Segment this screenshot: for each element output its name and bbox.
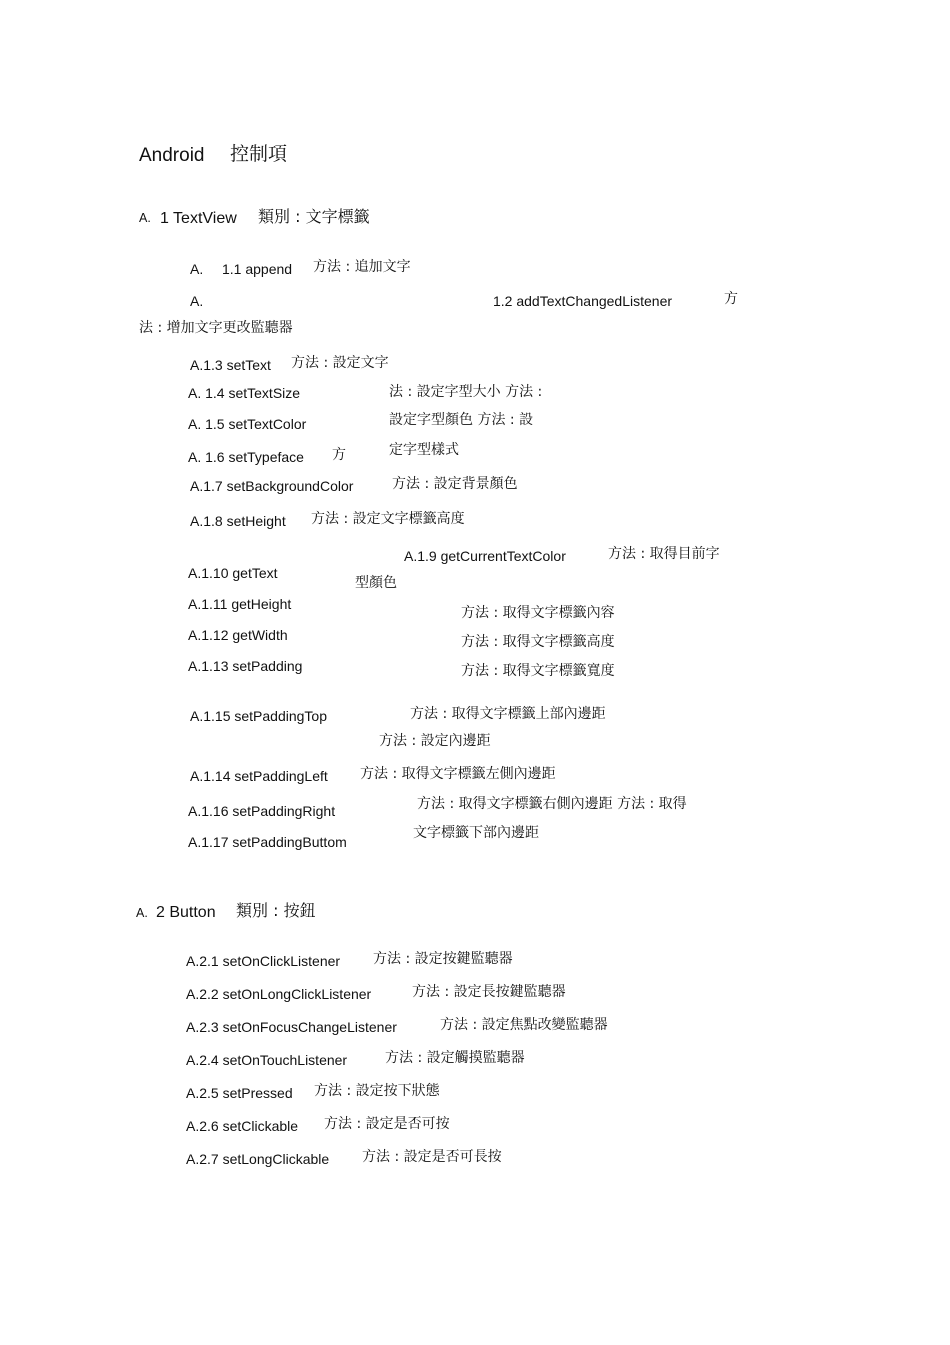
item-1-3-desc: 方法 : 設定文字 <box>291 355 389 371</box>
desc-get-width: 方法 : 取得文字標籤寬度 <box>461 663 615 679</box>
desc-get-height: 方法 : 取得文字標籤高度 <box>461 634 615 650</box>
item-2-4-desc: 方法 : 設定觸摸監聽器 <box>385 1050 525 1066</box>
item-2-7-desc: 方法 : 設定是否可長按 <box>362 1149 502 1165</box>
item-1-14-desc: 方法 : 取得文字標籤左側內邊距 <box>360 766 556 782</box>
item-1-12-name: A.1.12 getWidth <box>188 627 288 643</box>
item-2-7-name: A.2.7 setLongClickable <box>186 1151 330 1167</box>
item-1-15-name: A.1.15 setPaddingTop <box>190 708 327 724</box>
item-1-7-desc: 方法 : 設定背景顏色 <box>392 476 518 492</box>
item-1-14-name: A.1.14 setPaddingLeft <box>190 768 328 784</box>
item-1-6-tail: 方 <box>332 447 346 463</box>
items-1-4-6-desc-line1: 法 : 設定字型大小 方法 : <box>389 384 543 400</box>
page-title-latin: Android <box>139 145 205 166</box>
section1-heading: 1 TextView <box>160 210 237 227</box>
section1-prefix: A. <box>139 211 151 225</box>
desc-set-padding: 方法 : 設定內邊距 <box>379 733 491 749</box>
items-1-4-6-desc-line3: 定字型樣式 <box>389 442 459 458</box>
item-1-1-name: 1.1 append <box>222 261 293 277</box>
item-1-17-name: A.1.17 setPaddingButtom <box>188 834 347 850</box>
item-2-5-name: A.2.5 setPressed <box>186 1085 293 1101</box>
item-1-4-name: A. 1.4 setTextSize <box>188 385 301 401</box>
section1-heading-cjk: 類別 : 文字標籤 <box>258 207 370 226</box>
page-title-cjk: 控制項 <box>230 143 288 165</box>
item-2-3-desc: 方法 : 設定焦點改變監聽器 <box>440 1017 608 1033</box>
item-1-9-desc-cont: 型顏色 <box>355 575 397 591</box>
item-2-3-name: A.2.3 setOnFocusChangeListener <box>186 1019 397 1035</box>
item-1-2-desc: 法 : 增加文字更改監聽器 <box>139 320 293 336</box>
item-2-2-desc: 方法 : 設定長按鍵監聽器 <box>412 984 566 1000</box>
item-prefix: A. <box>190 261 204 277</box>
item-1-17-desc: 文字標籤下部內邊距 <box>413 825 539 841</box>
item-1-1-desc: 方法 : 追加文字 <box>313 259 411 275</box>
item-2-6-name: A.2.6 setClickable <box>186 1118 299 1134</box>
item-1-15-desc: 方法 : 取得文字標籤上部內邊距 <box>410 706 606 722</box>
item-1-13-name: A.1.13 setPadding <box>188 658 303 674</box>
item-1-5-name: A. 1.5 setTextColor <box>188 416 307 432</box>
item-2-1-name: A.2.1 setOnClickListener <box>186 953 341 969</box>
item-1-9-desc: 方法 : 取得目前字 <box>608 546 720 562</box>
item-2-6-desc: 方法 : 設定是否可按 <box>324 1116 450 1132</box>
item-1-9-name: A.1.9 getCurrentTextColor <box>404 548 566 564</box>
section2-heading-cjk: 類別 : 按鈕 <box>236 901 316 920</box>
item-1-8-desc: 方法 : 設定文字標籤高度 <box>311 511 465 527</box>
item-2-2-name: A.2.2 setOnLongClickListener <box>186 986 372 1002</box>
item-1-8-name: A.1.8 setHeight <box>190 513 286 529</box>
item-1-2-name: 1.2 addTextChangedListener <box>493 293 673 309</box>
item-prefix: A. <box>190 293 204 309</box>
desc-get-text: 方法 : 取得文字標籤內容 <box>461 605 615 621</box>
section2-heading: 2 Button <box>156 904 216 921</box>
item-1-6-name: A. 1.6 setTypeface <box>188 449 304 465</box>
item-1-3-name: A.1.3 setText <box>190 357 271 373</box>
item-2-4-name: A.2.4 setOnTouchListener <box>186 1052 348 1068</box>
section2-prefix: A. <box>136 906 148 920</box>
item-1-2-tail: 方 <box>724 291 738 307</box>
item-1-11-name: A.1.11 getHeight <box>188 596 292 612</box>
item-1-7-name: A.1.7 setBackgroundColor <box>190 478 354 494</box>
items-1-4-6-desc-line2: 設定字型顏色 方法 : 設 <box>389 412 534 428</box>
item-1-16-desc: 方法 : 取得文字標籤右側內邊距 方法 : 取得 <box>417 796 687 812</box>
item-2-5-desc: 方法 : 設定按下狀態 <box>314 1083 440 1099</box>
item-1-16-name: A.1.16 setPaddingRight <box>188 803 336 819</box>
item-2-1-desc: 方法 : 設定按鍵監聽器 <box>373 951 513 967</box>
item-1-10-name: A.1.10 getText <box>188 565 278 581</box>
